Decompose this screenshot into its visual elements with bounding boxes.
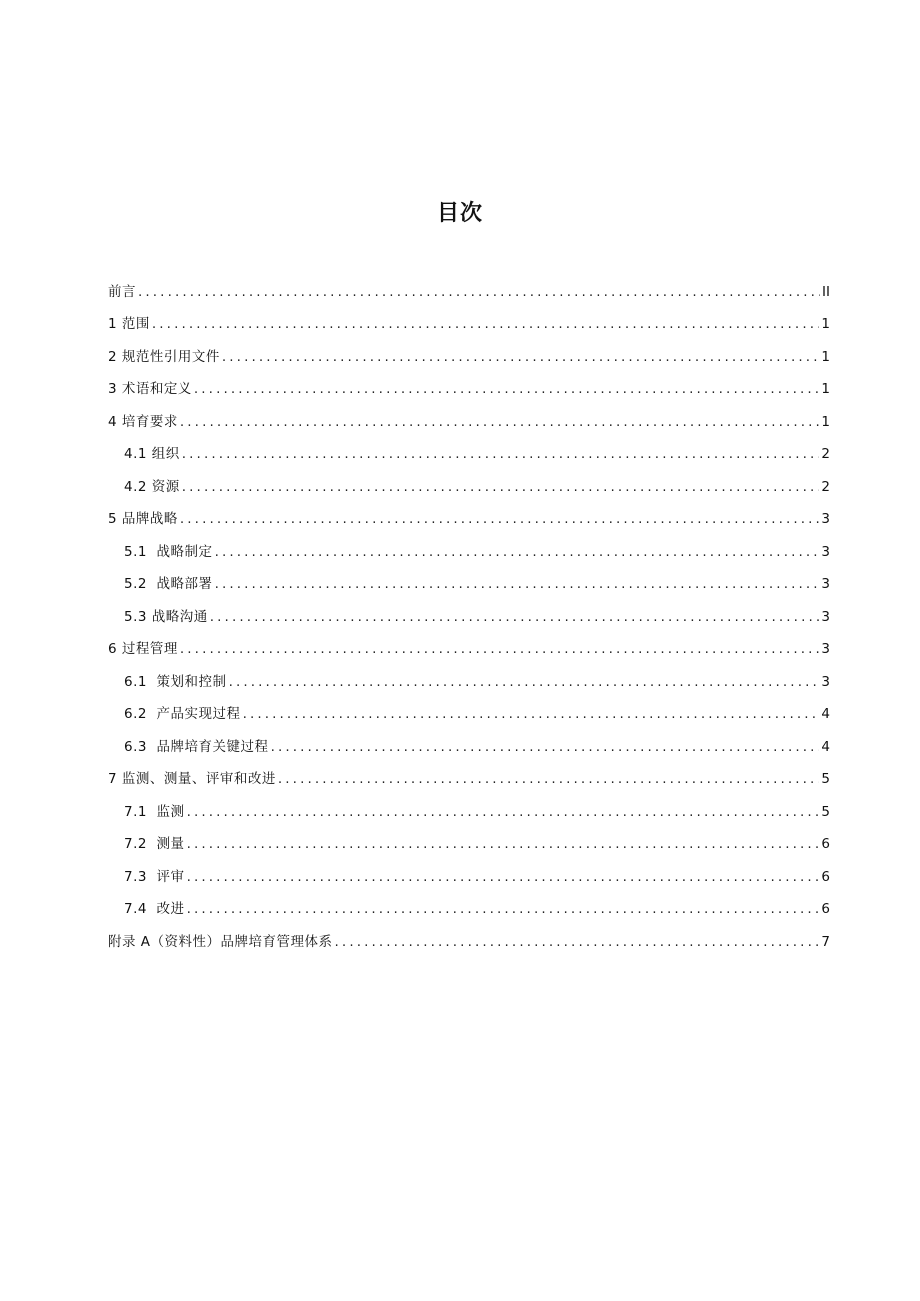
toc-entry-page-number: 2 — [821, 478, 830, 495]
toc-dot-leader — [215, 543, 820, 561]
toc-entry-page-number: 2 — [821, 446, 830, 462]
toc-entry-label: 6.3 品牌培育关键过程 — [124, 738, 269, 755]
toc-entry-page-number: 3 — [821, 673, 830, 690]
table-of-contents — [108, 268, 830, 951]
toc-entry-label: 7.4 改进 — [124, 901, 185, 917]
toc-dot-leader — [180, 640, 820, 658]
toc-entry[interactable] — [108, 496, 830, 529]
toc-entry[interactable] — [108, 788, 830, 821]
toc-entry-label: 5.3 战略沟通 — [124, 608, 208, 625]
toc-dot-leader — [182, 445, 820, 463]
toc-entry-page-number: 5 — [821, 803, 830, 820]
toc-entry[interactable] — [108, 431, 830, 464]
toc-entry-page-number: 3 — [821, 641, 830, 657]
toc-dot-leader — [335, 933, 820, 951]
toc-entry-page-number: II — [822, 283, 830, 300]
toc-entry-page-number: 6 — [821, 901, 830, 917]
toc-entry[interactable] — [108, 853, 830, 886]
toc-dot-leader — [138, 283, 820, 301]
toc-dot-leader — [152, 315, 820, 333]
page-title: 目次 — [436, 201, 483, 226]
toc-dot-leader — [278, 770, 820, 788]
toc-entry-label: 6 过程管理 — [108, 641, 178, 657]
toc-entry-label: 2 规范性引用文件 — [108, 348, 220, 365]
toc-entry-page-number: 6 — [821, 868, 830, 885]
toc-entry[interactable] — [108, 886, 830, 919]
toc-entry[interactable] — [108, 626, 830, 659]
toc-entry[interactable] — [108, 561, 830, 594]
toc-dot-leader — [229, 673, 820, 691]
toc-entry-page-number: 3 — [821, 608, 830, 625]
toc-dot-leader — [180, 510, 820, 528]
toc-entry[interactable] — [108, 366, 830, 399]
toc-entry-page-number: 1 — [821, 381, 830, 397]
toc-entry[interactable] — [108, 463, 830, 496]
toc-entry-label: 7.3 评审 — [124, 868, 185, 885]
toc-entry[interactable] — [108, 398, 830, 431]
toc-entry-page-number: 7 — [821, 933, 830, 950]
toc-dot-leader — [187, 835, 820, 853]
toc-entry-label: 5.2 战略部署 — [124, 576, 213, 592]
toc-entry[interactable] — [108, 268, 830, 301]
toc-entry[interactable] — [108, 593, 830, 626]
toc-entry-label: 前言 — [108, 283, 136, 300]
toc-entry-label: 6.2 产品实现过程 — [124, 706, 241, 722]
toc-entry[interactable] — [108, 918, 830, 951]
toc-entry[interactable] — [108, 723, 830, 756]
toc-dot-leader — [271, 738, 820, 756]
toc-entry-label: 3 术语和定义 — [108, 381, 192, 397]
toc-entry-page-number: 4 — [821, 706, 830, 722]
toc-dot-leader — [180, 413, 820, 431]
toc-entry-label: 7.1 监测 — [124, 803, 185, 820]
toc-entry-label: 4.2 资源 — [124, 478, 180, 495]
toc-entry-page-number: 3 — [821, 543, 830, 560]
toc-dot-leader — [215, 575, 820, 593]
toc-entry-label: 7 监测、测量、评审和改进 — [108, 771, 276, 787]
toc-entry-label: 1 范围 — [108, 316, 150, 332]
toc-dot-leader — [194, 380, 820, 398]
toc-entry[interactable] — [108, 528, 830, 561]
toc-entry-page-number: 1 — [821, 413, 830, 430]
toc-dot-leader — [210, 608, 820, 626]
toc-entry[interactable] — [108, 691, 830, 724]
toc-entry-page-number: 4 — [821, 738, 830, 755]
toc-entry-label: 4 培育要求 — [108, 413, 178, 430]
toc-dot-leader — [182, 478, 820, 496]
toc-entry[interactable] — [108, 658, 830, 691]
toc-entry[interactable] — [108, 301, 830, 334]
toc-entry-page-number: 5 — [821, 771, 830, 787]
toc-entry-label: 6.1 策划和控制 — [124, 673, 227, 690]
toc-entry[interactable] — [108, 756, 830, 789]
toc-entry-label: 附录 A（资料性）品牌培育管理体系 — [108, 933, 333, 950]
toc-entry-page-number: 1 — [821, 316, 830, 332]
toc-entry-page-number: 3 — [821, 511, 830, 527]
toc-dot-leader — [187, 803, 820, 821]
toc-entry-label: 5 品牌战略 — [108, 511, 178, 527]
toc-entry-page-number: 3 — [821, 576, 830, 592]
toc-entry-label: 4.1 组织 — [124, 446, 180, 462]
toc-entry[interactable] — [108, 821, 830, 854]
toc-entry-label: 5.1 战略制定 — [124, 543, 213, 560]
toc-dot-leader — [243, 705, 820, 723]
toc-entry-page-number: 1 — [821, 348, 830, 365]
toc-dot-leader — [222, 348, 820, 366]
toc-entry[interactable] — [108, 333, 830, 366]
toc-entry-page-number: 6 — [821, 836, 830, 852]
toc-dot-leader — [187, 868, 820, 886]
toc-dot-leader — [187, 900, 820, 918]
toc-entry-label: 7.2 测量 — [124, 836, 185, 852]
